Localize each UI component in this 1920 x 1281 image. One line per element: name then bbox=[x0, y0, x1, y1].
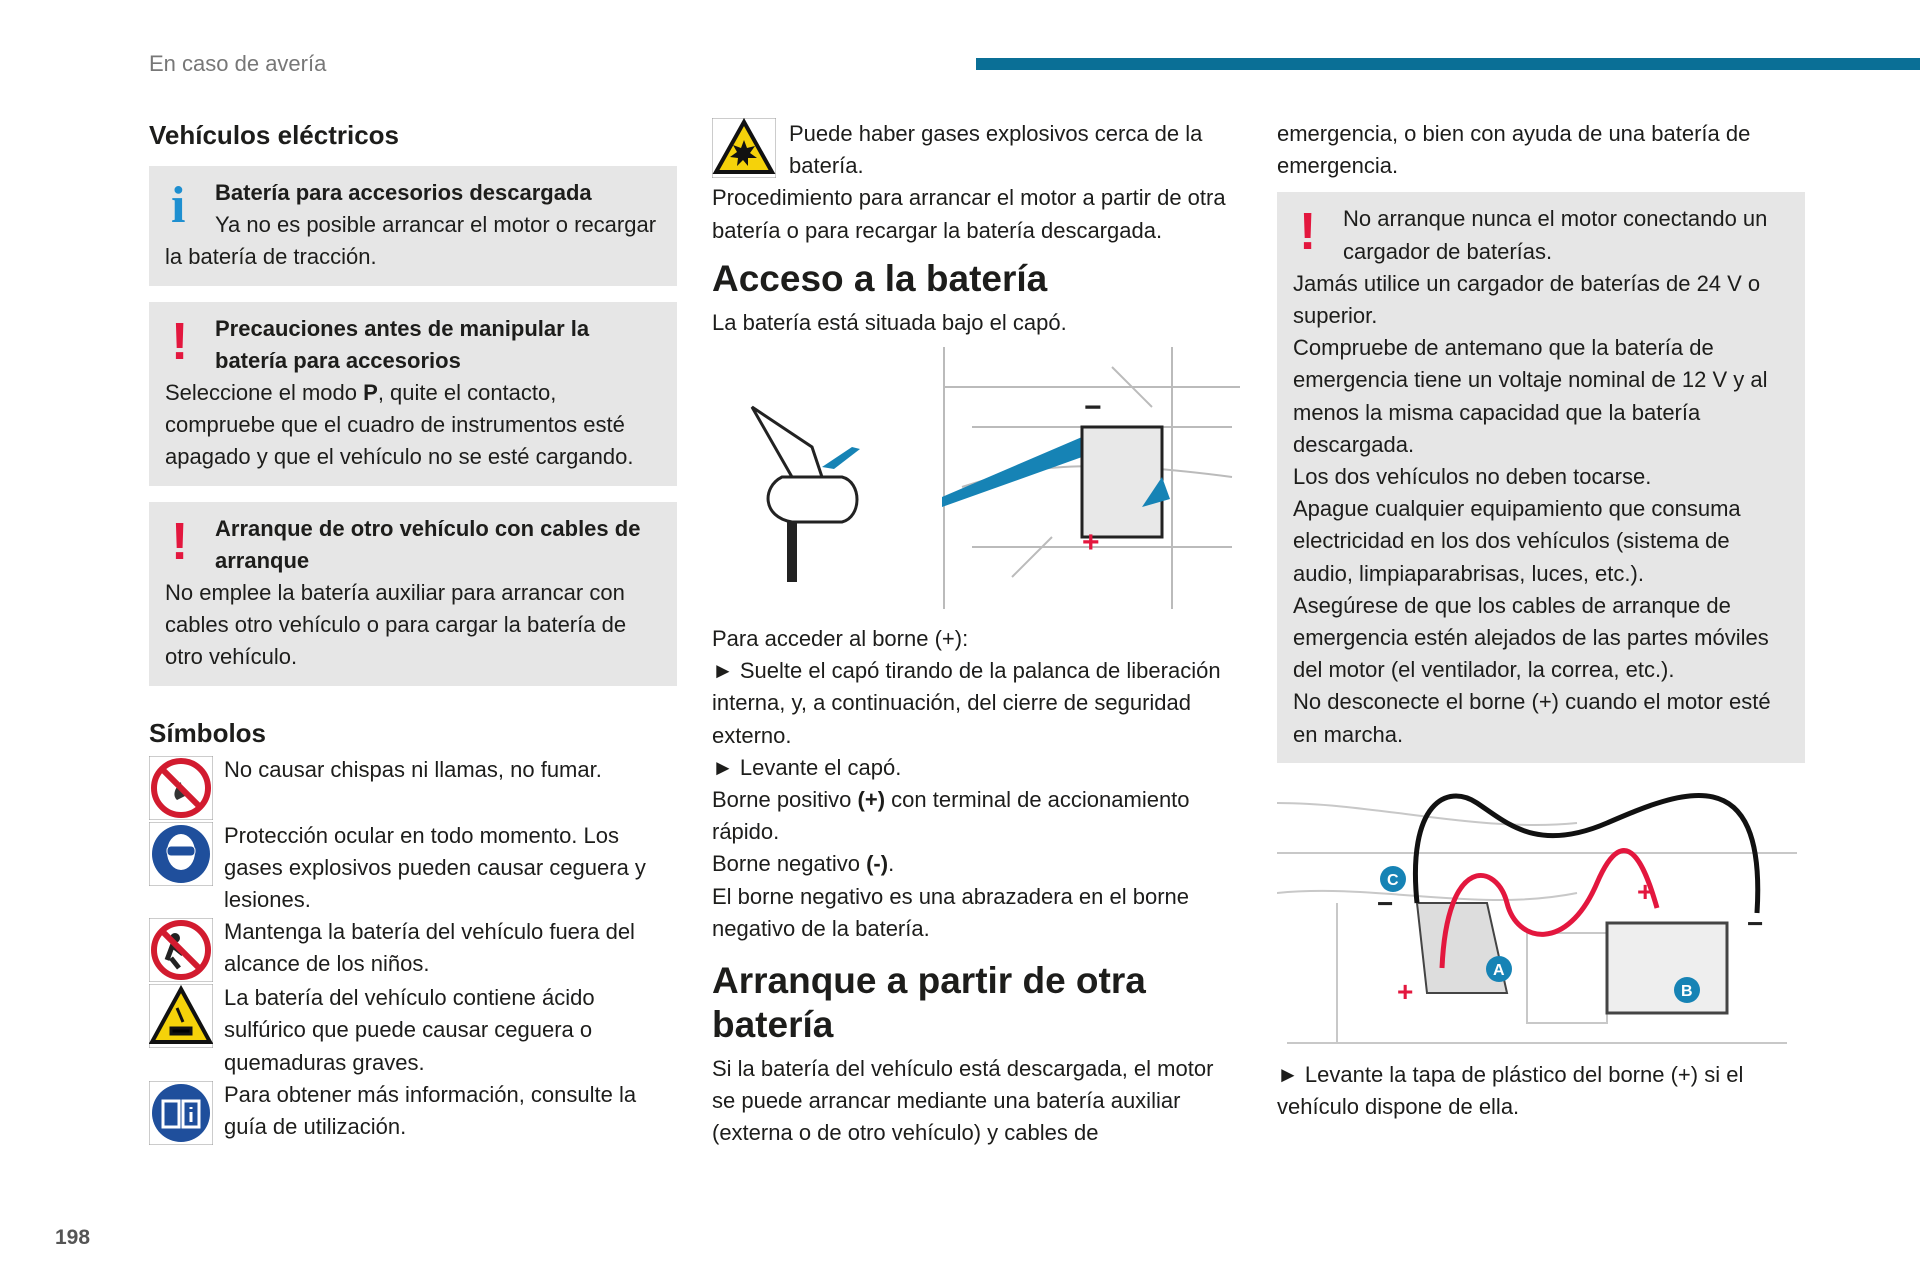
svg-text:−: − bbox=[1084, 391, 1102, 425]
start-text: Si la batería del vehículo está descargada, el motor se puede arrancar mediante una batería auxiliar (externa o de otro vehículo) y cables de bbox=[712, 1056, 1214, 1146]
symbol-item bbox=[149, 820, 677, 917]
eye-protection-icon bbox=[149, 822, 213, 886]
text-line: Para acceder al borne (+): bbox=[712, 626, 969, 652]
box-text: Ya no es posible arrancar el motor o recargar la batería de tracción. bbox=[165, 212, 657, 270]
box-title: No arranque nunca el motor conectando un cargador de baterías. bbox=[1343, 206, 1768, 264]
keep-children-away-icon bbox=[149, 918, 213, 982]
svg-text:+: + bbox=[1637, 875, 1654, 907]
svg-text:C: C bbox=[1387, 871, 1399, 889]
positive-terminal-text: Borne positivo (+) con terminal de accionamiento rápido. bbox=[712, 787, 1190, 845]
step-item: ► Levante la tapa de plástico del borne (+) si el vehículo dispone de ella. bbox=[1277, 1061, 1744, 1120]
box-title: Batería para accesorios descargada bbox=[215, 180, 592, 205]
info-icon: i bbox=[171, 177, 186, 234]
box-line: Los dos vehículos no deben tocarse. bbox=[1293, 464, 1652, 490]
section-header: En caso de avería bbox=[149, 51, 327, 76]
continued-text: emergencia, o bien con ayuda de una batería de emergencia. bbox=[1277, 121, 1751, 179]
page-number: 198 bbox=[55, 1226, 91, 1249]
symbol-text: La batería del vehículo contiene ácido sulfúrico que puede causar ceguera o quemaduras graves. bbox=[224, 985, 595, 1075]
box-line: No desconecte el borne (+) cuando el motor esté en marcha. bbox=[1293, 689, 1771, 747]
box-line: Jamás utilice un cargador de baterías de 24 V o superior. bbox=[1293, 270, 1761, 329]
svg-text:B: B bbox=[1681, 982, 1693, 1000]
box-text: No emplee la batería auxiliar para arrancar con cables otro vehículo o para cargar la batería de otro vehículo. bbox=[165, 580, 627, 670]
section-title: Vehículos eléctricos bbox=[149, 120, 400, 150]
warning-icon: ! bbox=[1299, 203, 1317, 262]
info-box bbox=[149, 166, 677, 286]
battery-access-figure bbox=[712, 347, 1240, 609]
box-title: Precauciones antes de manipular la batería para accesorios bbox=[215, 315, 590, 373]
svg-text:+: + bbox=[1397, 975, 1414, 1007]
step-item: ► Suelte el capó tirando de la palanca de liberación interna, y, a continuación, del cierre de seguridad externo. bbox=[712, 658, 1221, 748]
access-title: Acceso a la batería bbox=[712, 257, 1048, 299]
access-text: La batería está situada bajo el capó. bbox=[712, 309, 1067, 335]
warning-box bbox=[1277, 192, 1805, 762]
explosive-text: Puede haber gases explosivos cerca de la batería. bbox=[789, 121, 1203, 179]
box-line: Asegúrese de que los cables de arranque de emergencia estén alejados de las partes móviles del motor (el ventilador, la correa, etc.). bbox=[1293, 592, 1769, 683]
header-accent-bar bbox=[976, 58, 1920, 70]
box-title: Arranque de otro vehículo con cables de arranque bbox=[215, 515, 641, 573]
svg-text:−: − bbox=[1377, 887, 1394, 919]
step-item: ► Levante el capó. bbox=[712, 754, 902, 780]
warning-box bbox=[149, 502, 677, 686]
symbol-text: Protección ocular en todo momento. Los gases explosivos pueden causar ceguera y lesiones. bbox=[224, 822, 646, 913]
symbol-item bbox=[149, 916, 677, 982]
warning-icon: ! bbox=[171, 512, 189, 571]
negative-desc: El borne negativo es una abrazadera en el borne negativo de la batería. bbox=[712, 883, 1190, 941]
negative-terminal-text: Borne negativo (-). bbox=[712, 851, 895, 877]
column-1 bbox=[149, 118, 677, 1145]
procedure-text: Procedimiento para arrancar el motor a partir de otra batería o para recargar la batería descargada. bbox=[712, 185, 1226, 243]
start-title: Arranque a partir de otra batería bbox=[712, 960, 1146, 1046]
jump-start-figure bbox=[1277, 783, 1805, 1045]
box-line: Apague cualquier equipamiento que consuma electricidad en los dos vehículos (sistema de audio, limpiaparabrisas, luces, etc.). bbox=[1293, 496, 1741, 586]
explosive-icon bbox=[712, 118, 776, 178]
box-text: Seleccione el modo P, quite el contacto, compruebe que el cuadro de instrumentos esté apagado y que el vehículo no se esté cargando. bbox=[165, 380, 634, 470]
acid-warning-icon bbox=[149, 984, 213, 1048]
box-line: Compruebe de antemano que la batería de emergencia tiene un voltaje nominal de 12 V y al menos la misma capacidad que la batería descargada. bbox=[1293, 335, 1768, 457]
warning-icon: ! bbox=[171, 312, 189, 371]
symbol-text: Para obtener más información, consulte la guía de utilización. bbox=[224, 1081, 637, 1140]
svg-text:+: + bbox=[1082, 526, 1100, 560]
warning-box bbox=[149, 302, 677, 486]
svg-text:−: − bbox=[1747, 907, 1764, 939]
svg-text:A: A bbox=[1493, 961, 1505, 979]
no-fire-icon bbox=[149, 756, 213, 820]
symbol-item bbox=[149, 982, 677, 1079]
column-3 bbox=[1277, 118, 1805, 1123]
symbol-item bbox=[149, 1079, 677, 1145]
manual-icon bbox=[149, 1081, 213, 1145]
symbol-text: Mantenga la batería del vehículo fuera del alcance de los niños. bbox=[224, 919, 635, 977]
column-2 bbox=[712, 118, 1240, 1150]
symbol-item bbox=[149, 754, 677, 820]
symbol-text: No causar chispas ni llamas, no fumar. bbox=[224, 756, 602, 782]
symbols-title: Símbolos bbox=[149, 717, 267, 748]
explosive-warning bbox=[712, 118, 1240, 182]
